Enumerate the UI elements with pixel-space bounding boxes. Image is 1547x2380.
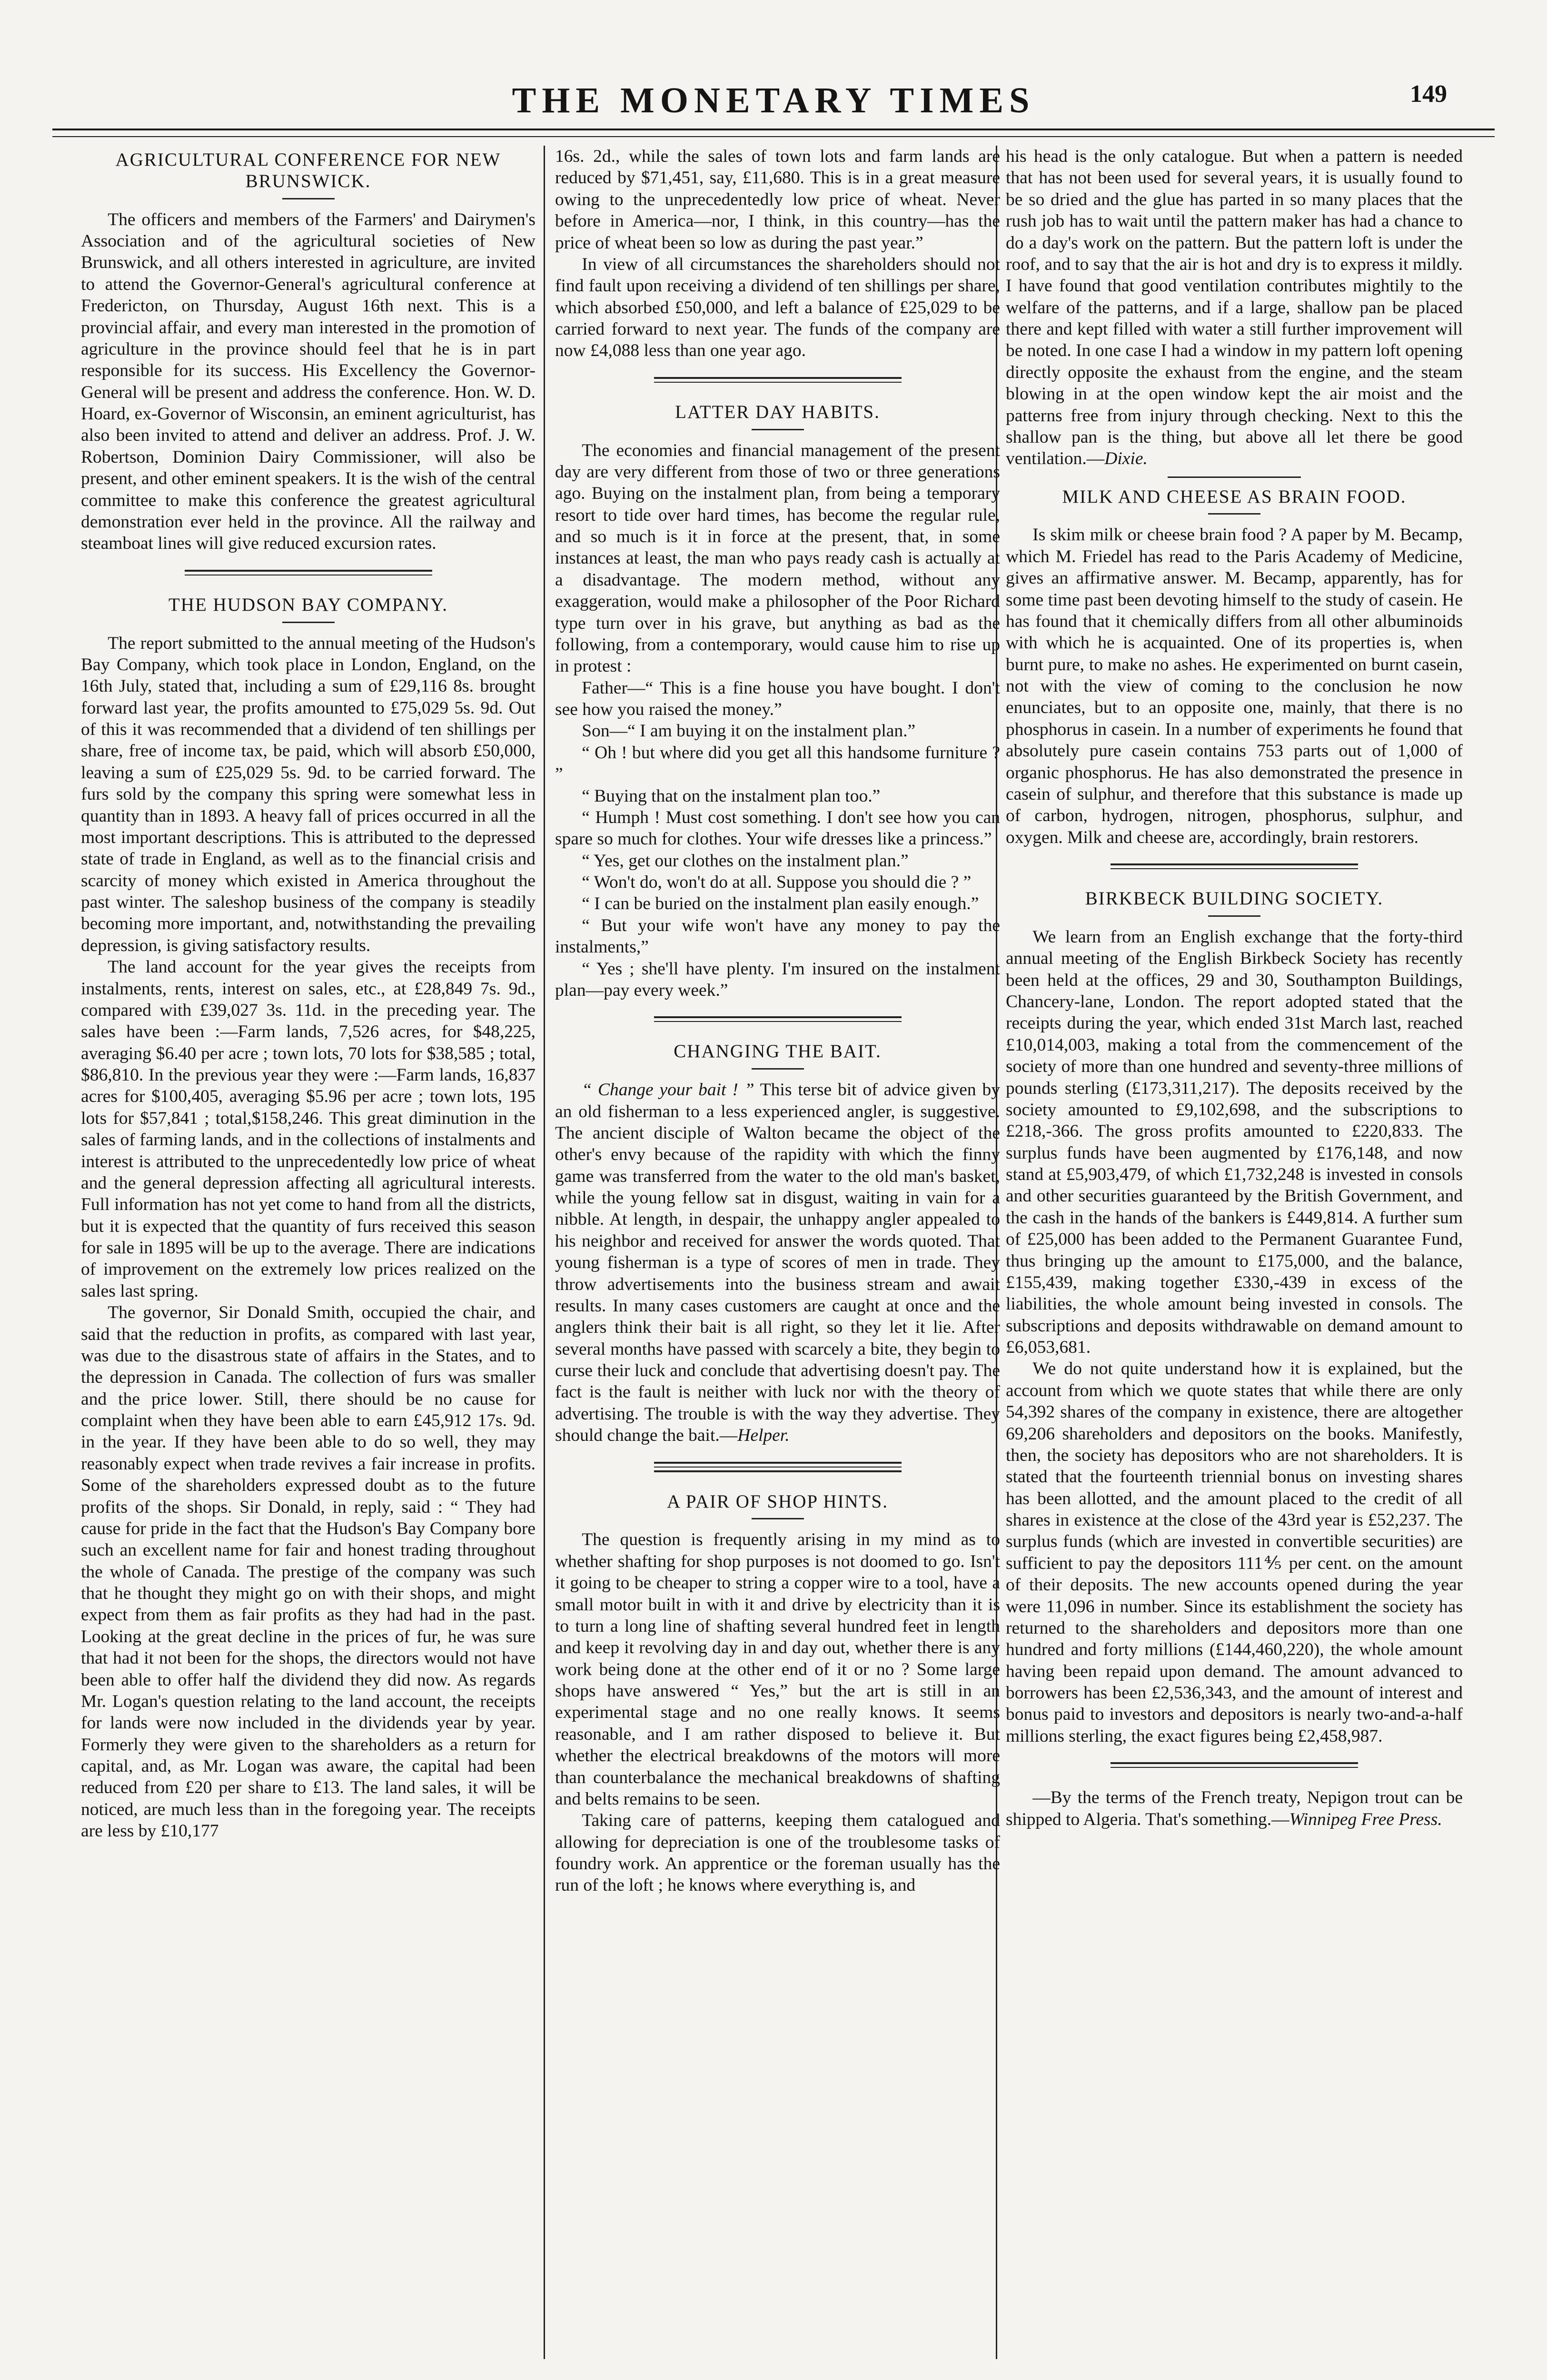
article-headline: CHANGING THE BAIT. xyxy=(674,1041,882,1062)
masthead xyxy=(0,0,1547,129)
article-headline: BIRKBECK BUILDING SOCIETY. xyxy=(1085,888,1384,909)
headline-rule xyxy=(752,429,804,430)
dialogue-line: “ I can be buried on the instalment plan easily enough.” xyxy=(582,894,979,914)
article-text: This terse bit of advice given by an old fisherman to a less experienced angler, is suggestive. The ancient disciple of Walton became the object of the other's envy because of the rapidity with which the finny game was transferred from the water to the old man's basket, while the young fellow sat in disgust, waiting in vain for a nibble. At length, in despair, the unhappy angler appealed to his neighbor and received for answer the words quoted. That young fisherman is a type of scores of men in trade. They throw advertisements into the business stream and await results. In many cases customers are caught at once and the anglers think their bait is all right, so they let it lie. After several months have passed with scarcely a bite, they begin to curse their luck and conclude that advertising doesn't pay. The fact is the fault is neither with luck nor with the theory of advertising. The trouble is with the way they advertise. They should change the bait.— xyxy=(555,1080,1000,1446)
article-attribution: Helper. xyxy=(737,1426,790,1446)
headline-rule xyxy=(752,1518,804,1519)
article-headline: MILK AND CHEESE AS BRAIN FOOD. xyxy=(1062,486,1407,507)
article-paragraph: The question is frequently arising in my mind as to whether shafting for shop purposes is not doomed to go. Isn't it going to be cheaper to string a copper wire to a tool, have a small motor built in with it and drive by electricity than it is to turn a long line of shafting several hundred feet in length and keep it revolving day in and day out, whether there is any work being done at the other end of it or no ? Some large shops have answered “ Yes,” but the art is still in an experimental stage and no one really knows. It seems reasonable, and I am rather disposed to believe it. But whether the electrical breakdowns of the motors will more than counterbalance the mechanical breakdowns of shafting and belts remains to be seen. xyxy=(555,1530,1000,1809)
dialogue-line: “ Humph ! Must cost something. I don't see how you can spare so much for clothes. Your wife dresses like a princess.” xyxy=(555,807,1000,849)
article-headline: THE HUDSON BAY COMPANY. xyxy=(168,594,448,615)
article-paragraph: We learn from an English exchange that the forty-third annual meeting of the English Birkbeck Society has recently been held at the offices, 29 and 30, Southampton Buildings, Chancery-lane, London. The report adopted stated that the receipts during the year, which ended 31st March last, reached £10,014,003, making a total from the commencement of the society of more than one hundred and seventy-three millions of pounds sterling (£173,311,217). The deposits received by the society amounted to £9,102,698, and the subscriptions to £218,-366. The gross profits amounted to £220,833. The surplus funds have been augmented by £176,148, and now stand at £5,903,479, of which £1,732,248 is invested in consols and other securities guaranteed by the British Government, and the cash in the hands of the bankers is £449,814. A further sum of £25,000 has been added to the Permanent Guarantee Fund, thus bringing up the amount to £175,000, and the balance, £155,439, making together £330,-439 in excess of the liabilities, the whole amount being invested in consols. The subscriptions and deposits withdrawable on demand amount to £6,053,681. xyxy=(1006,927,1463,1358)
dialogue-line: “ But your wife won't have any money to pay the instalments,” xyxy=(555,915,1000,957)
headline-rule xyxy=(282,198,335,199)
article-paragraph xyxy=(555,1079,1000,1446)
column-3 xyxy=(1006,146,1463,2364)
article-paragraph: 16s. 2d., while the sales of town lots and farm lands are reduced by $71,451, say, £11,680. This is in a great measure owing to the unprecedentedly low price of wheat. Never before in America—nor, I think, in this country—has the price of wheat been so low as during the past year.” xyxy=(555,147,1000,253)
article-separator xyxy=(1111,863,1358,869)
publication-title: THE MONETARY TIMES xyxy=(512,80,1035,120)
article-paragraph: In view of all circumstances the shareholders should not find fault upon receiving a dividend of ten shillings per share, which absorbed £50,000, and left a balance of £25,029 to be carried forward to next year. The funds of the company are now £4,088 less than one year ago. xyxy=(555,254,1000,361)
masthead-rule-thin xyxy=(52,136,1495,137)
article-paragraph: The officers and members of the Farmers' and Dairymen's Association and of the agricultural societies of New Brunswick, and all others interested in agriculture, are invited to attend the Governor-General's agricultural conference at Fredericton, on Thursday, August 16th next. This is a provincial affair, and every man interested in the promotion of agriculture in the province should feel that he is in part responsible for its success. His Excellency the Governor-General will be present and address the conference. Hon. W. D. Hoard, ex-Governor of Wisconsin, an eminent agriculturist, has also been invited to attend and deliver an address. Prof. J. W. Robertson, Dominion Dairy Commissioner, will also be present, and other eminent speakers. It is the wish of the central committee to make this conference the greatest agricultural demonstration ever held in the province. All the railway and steamboat lines will give reduced excursion rates. xyxy=(81,209,536,554)
article-paragraph: The governor, Sir Donald Smith, occupied the chair, and said that the reduction in profits, as compared with last year, was due to the disastrous state of affairs in the States, and to the depression in Canada. The collection of furs was smaller and the price lower. Still, there should be no cause for complaint when they have been able to earn £45,912 17s. 9d. in the year. If they have been able to do so well, they may reasonably expect when trade revives a fair increase in profits. Some of the shareholders expressed doubt as to the future profits of the shops. Sir Donald, in reply, said : “ They had cause for pride in the fact that the Hudson's Bay Company bore such an excellent name for fair and honest trading throughout the whole of Canada. The prestige of the company was such that he thought they might go on with their shops, and might expect from them as fair profits as they had had in the past. Looking at the great decline in the prices of fur, he was sure that had it not been for the shops, the directors would not have been able to offer half the dividend they did now. As regards Mr. Logan's question relating to the land account, the receipts for lands were now included in the dividends year by year. Formerly they were given to the shareholders as a return for capital, and, as Mr. Logan was aware, the capital had been reduced from £20 per share to £13. The land sales, it will be noticed, are much less than in the foregoing year. The receipts are less by £10,177 xyxy=(81,1303,536,1841)
article-headline: LATTER DAY HABITS. xyxy=(675,401,880,422)
article-paragraph: Is skim milk or cheese brain food ? A paper by M. Becamp, which M. Friedel has read to the Paris Academy of Medicine, gives an affirmative answer. M. Becamp, apparently, has for some time past been devoting himself to the study of casein. He has found that it chemically differs from all other albuminoids with which he is acquainted. One of its properties is, when burnt pure, to make no ashes. He experimented on burnt casein, not with the view of coming to the conclusion he now enunciates, but to an opposite one, mainly, that there is no phosphorus in casein. In a number of experiments he found that absolutely pure casein contains 753 parts out of 1,000 of organic phosphorus. He has also demonstrated the presence in casein of sulphur, and therefore that this substance is made up of carbon, hydrogen, nitrogen, phosphorus, sulphur, and oxygen. Milk and cheese are, accordingly, brain restorers. xyxy=(1006,525,1463,847)
dialogue-line: Son—“ I am buying it on the instalment plan.” xyxy=(582,721,916,741)
dialogue-line: “ Won't do, won't do at all. Suppose you should die ? ” xyxy=(582,873,972,892)
dialogue-line: “ Yes ; she'll have plenty. I'm insured on the instalment plan—pay every week.” xyxy=(555,959,1000,1000)
article-paragraph xyxy=(1006,146,1463,470)
headline-rule xyxy=(282,622,335,623)
article-separator xyxy=(654,1462,902,1472)
article-separator xyxy=(1111,1762,1358,1768)
dialogue-line: “ Buying that on the instalment plan too.” xyxy=(582,786,881,806)
article-paragraph: The report submitted to the annual meeting of the Hudson's Bay Company, which took place in London, England, on the 16th July, stated that, including a sum of £29,116 8s. brought forward last year, the profits amounted to £75,029 5s. 9d. Out of this it was recommended that a dividend of ten shillings per share, free of income tax, be paid, which will absorb £50,000, leaving a sum of £25,029 5s. 9d. to be carried forward. The furs sold by the company this spring were somewhat less in quantity than in 1893. A heavy fall of prices occurred in all the most important descriptions. This is attributed to the depressed state of trade in England, as well as to the financial crisis and scarcity of money which existed in America throughout the past winter. The saleshop business of the company is steadily becoming more important, and, notwithstanding the prevailing depression, is giving satisfactory results. xyxy=(81,633,536,955)
column-1 xyxy=(81,146,536,2364)
article-paragraph: The land account for the year gives the receipts from instalments, rents, interest on sales, etc., at £28,849 7s. 9d., compared with £39,027 3s. 11d. in the preceding year. The sales have been :—Farm lands, 7,526 acres, for $48,225, averaging $6.40 per acre ; town lots, 70 lots for $38,585 ; total, $86,810. In the previous year they were :—Farm lands, 16,837 acres for $100,405, averaging $5.96 per acre ; town lots, 195 lots for $57,841 ; total,$158,246. This great diminution in the sales of farming lands, and in the collections of instalments and interest is attributed to the unprecedentedly low price of wheat and the general depression affecting all agricultural interests. Full information has not yet come to hand from all the districts, but it is expected that the quantity of furs received this season for sale in 1895 will be up to the average. There are indications of improvement on the extremely low prices realized on the sales last spring. xyxy=(81,957,536,1301)
article-paragraph: Taking care of patterns, keeping them catalogued and allowing for depreciation is one of the troublesome tasks of foundry work. An apprentice or the foreman usually has the run of the loft ; he knows where everything is, and xyxy=(555,1811,1000,1895)
masthead-rule xyxy=(52,129,1495,130)
page-number: 149 xyxy=(1410,80,1447,108)
article-headline: A PAIR OF SHOP HINTS. xyxy=(667,1491,888,1512)
quoted-advice: “ Change your bait ! ” xyxy=(582,1080,754,1100)
article-paragraph: We do not quite understand how it is explained, but the account from which we quote states that while there are only 54,392 shares of the company in existence, there are altogether 69,206 shareholders and depositors on the books. Manifestly, then, the society has depositors who are not shareholders. It is stated that the fourteenth triennial bonus on investing shares has been allotted, and the amount placed to the credit of all shares in existence at the close of the 43rd year is £52,237. The surplus funds (which are invested in convertible securities) are sufficient to pay the depositors 111⅘ per cent. on the amount of their deposits. The new accounts opened during the year were 11,096 in number. Since its establishment the society has returned to the shareholders and depositors more than one hundred and forty millions (£144,460,220), the whole amount having been repaid upon demand. The amount advanced to borrowers has been £2,536,343, and the amount of interest and bonus paid to investors and depositors is nearly two-and-a-half millions sterling, the exact figures being £2,458,987. xyxy=(1006,1359,1463,1746)
article-separator xyxy=(185,570,432,575)
article-attribution: Dixie. xyxy=(1104,449,1148,469)
dialogue-line: “ Oh ! but where did you get all this handsome furniture ? ” xyxy=(555,743,1000,784)
article-separator xyxy=(654,377,902,383)
article-attribution: Winnipeg Free Press. xyxy=(1289,1809,1442,1829)
article-text: his head is the only catalogue. But when a pattern is needed that has not been used for several years, it is usually found to be so dried and the glue has parted in so many places that the rush job has to wait until the pattern maker has had a chance to do a day's work on the pattern. But the pattern loft is under the roof, and to say that the air is hot and dry is to express it mildly. I have found that good ventilation contributes mightily to the welfare of the patterns, and if a large, shallow pan be placed there and kept filled with water a still further improvement will be noted. In one case I had a window in my pattern loft opening directly opposite the exhaust from the engine, and the steam blowing in at the open window kept the air moist and the patterns free from injury through checking. Next to this the shallow pan is the thing, but above all let there be good ventilation.— xyxy=(1006,147,1463,469)
headline-rule xyxy=(1208,915,1260,917)
article-paragraph: The economies and financial management of the present day are very different from those of two or three generations ago. Buying on the instalment plan, from being a temporary resort to tide over hard times, has become the regular rule, and so much is it in force at the present, that, in some instances at least, the man who pays ready cash is actually at a disadvantage. The modern method, without any exaggeration, would make a philosopher of the Poor Richard type turn over in his grave, but anything as bad as the following, from a contemporary, would cause him to rise up in protest : xyxy=(555,440,1000,676)
short-separator xyxy=(1168,476,1301,478)
article-text: —By the terms of the French treaty, Nepigon trout can be shipped to Algeria. That's something.— xyxy=(1006,1788,1463,1829)
article-separator xyxy=(654,1016,902,1022)
headline-rule xyxy=(752,1068,804,1070)
dialogue-line: Father—“ This is a fine house you have bought. I don't see how you raised the money.” xyxy=(555,678,1000,720)
column-2 xyxy=(555,146,1000,2364)
article-headline: AGRICULTURAL CONFERENCE FOR NEW BRUNSWICK. xyxy=(115,149,501,191)
headline-rule xyxy=(1208,513,1260,515)
dialogue-line: “ Yes, get our clothes on the instalment plan.” xyxy=(582,851,909,871)
column-divider xyxy=(544,146,545,2359)
news-item xyxy=(1006,1787,1463,1830)
